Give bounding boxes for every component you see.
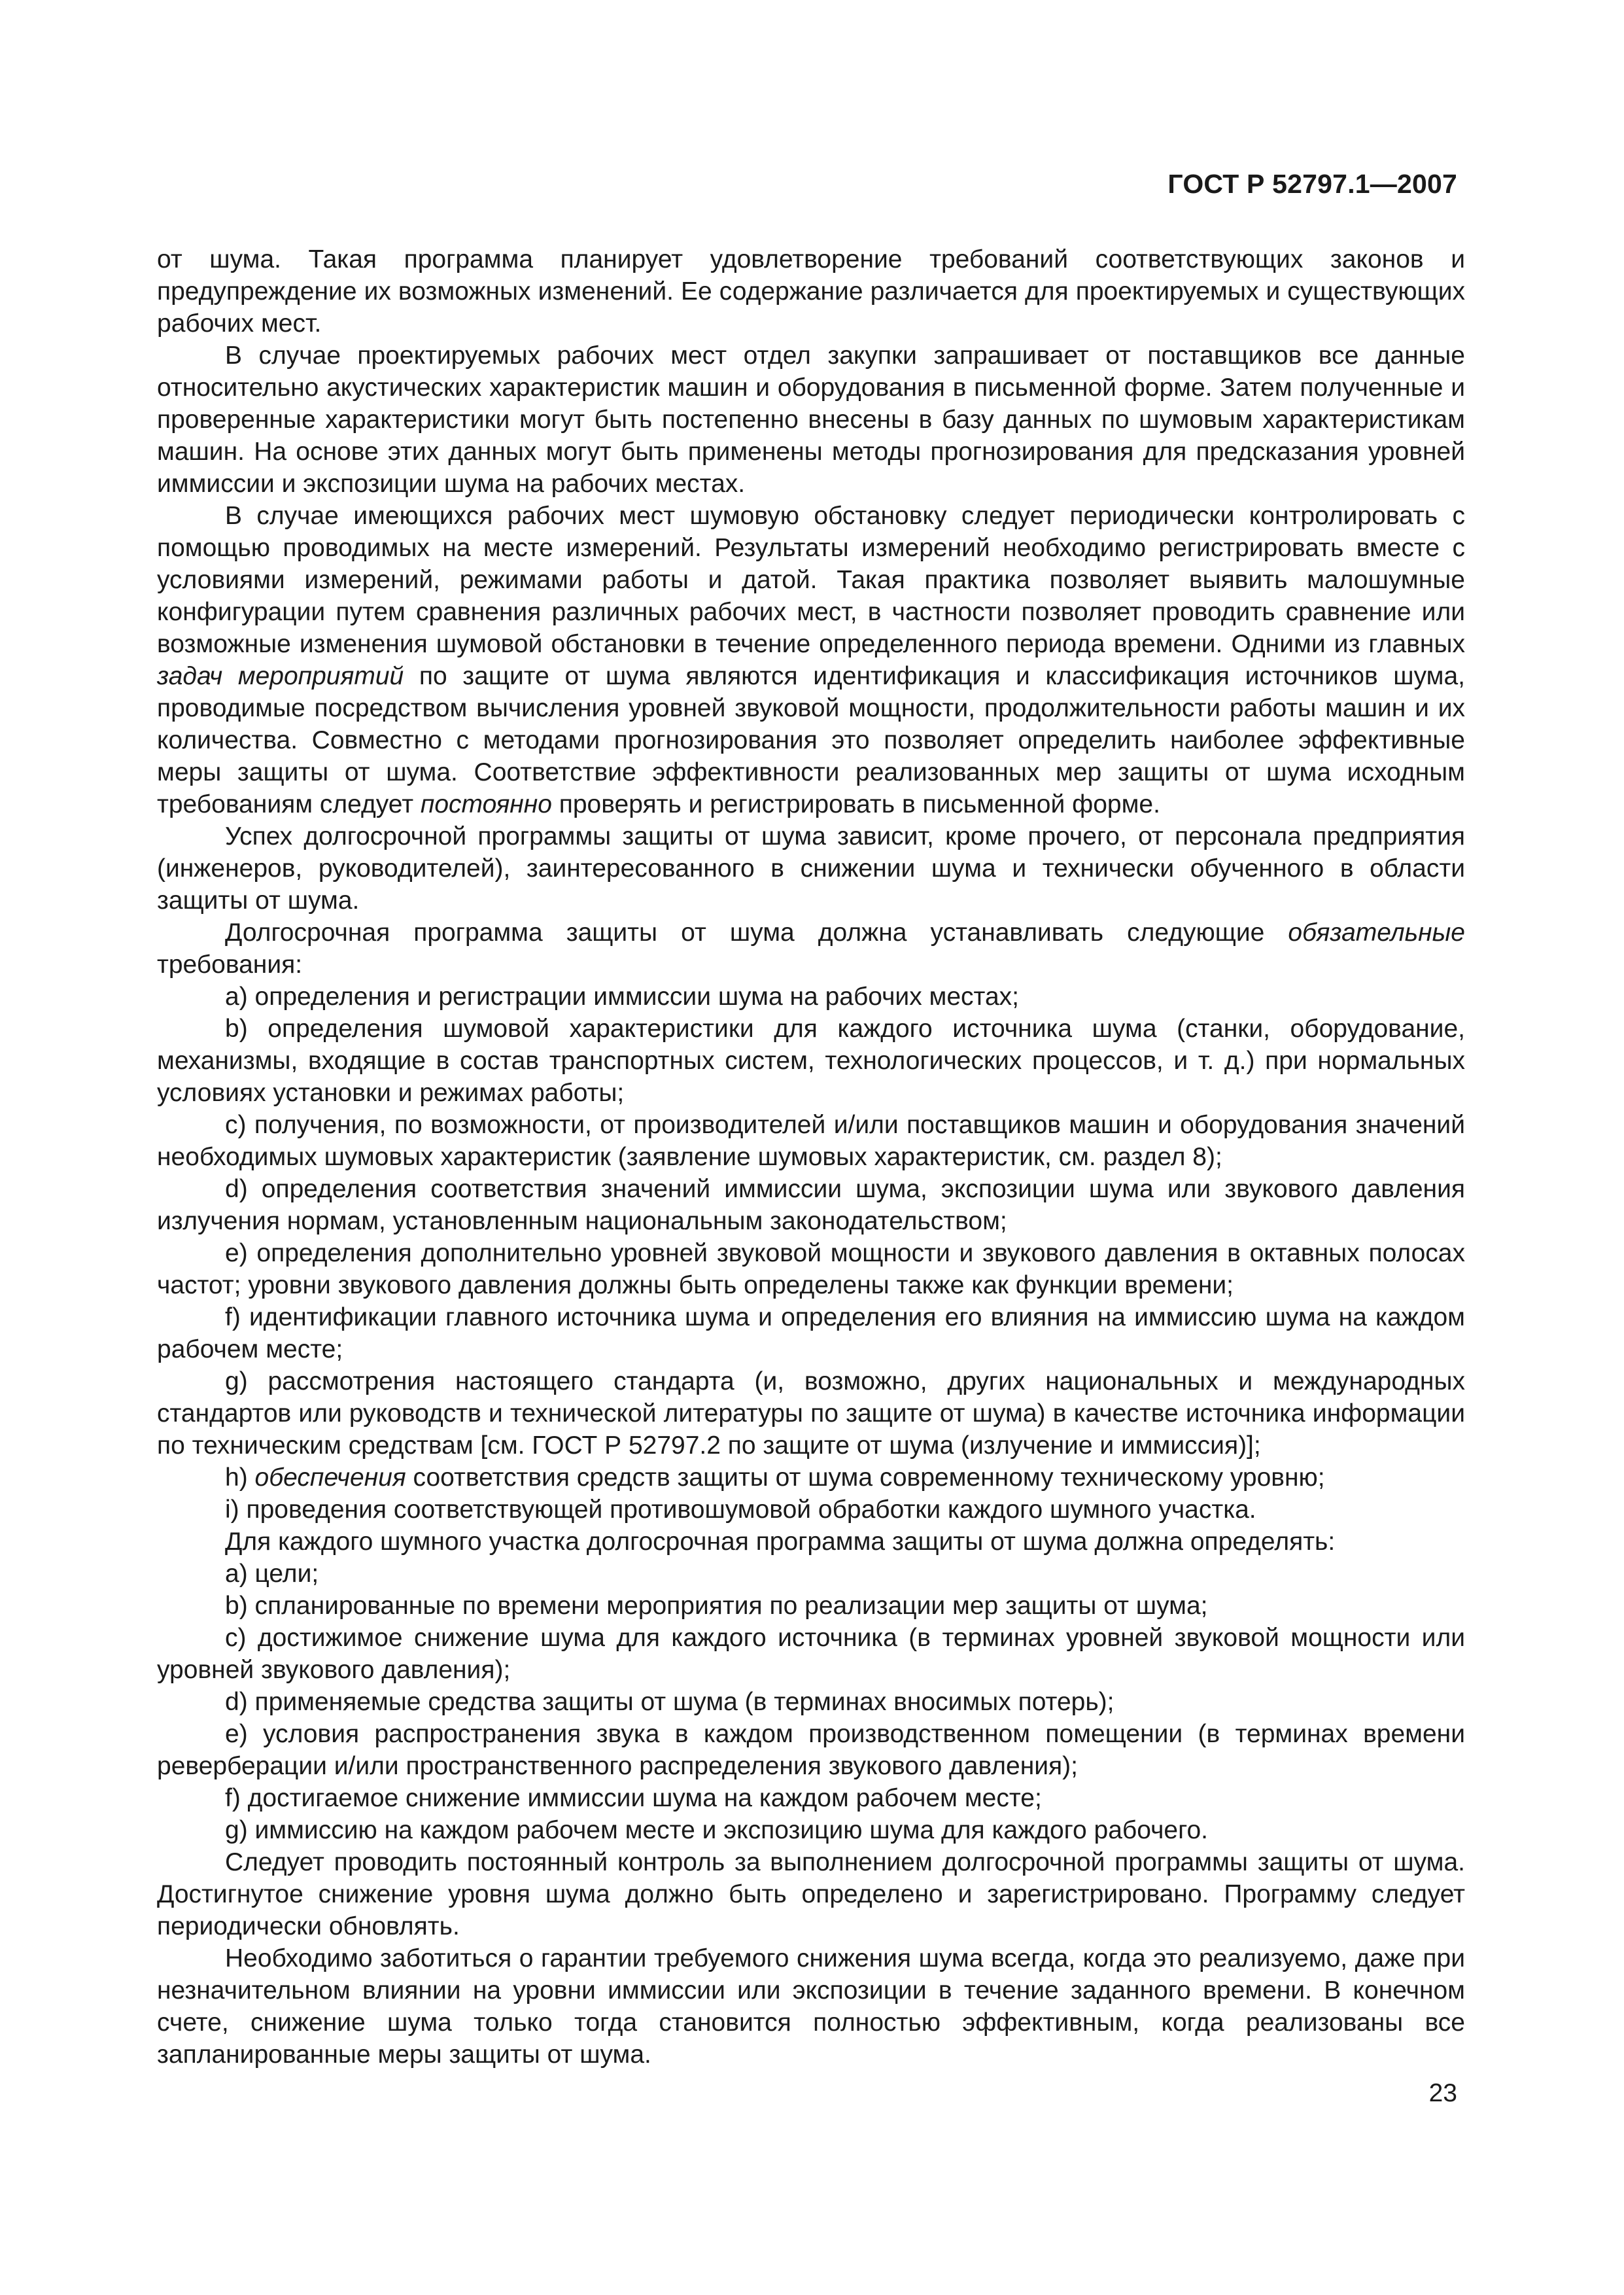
emphasized-text: задач мероприятий (157, 662, 404, 690)
paragraph-text: Для каждого шумного участка долгосрочная программа защиты от шума должна определять: (225, 1528, 1336, 1556)
document-header-standard-number: ГОСТ Р 52797.1—2007 (1167, 169, 1457, 199)
page-number: 23 (1428, 2079, 1457, 2107)
paragraph-text: Следует проводить постоянный контроль за выполнением долгосрочной программы защиты от шума. Достигнутое снижение уровня шума должно быть определено и зарегистрировано. Программу следует периодически обновлять. (157, 1848, 1465, 1940)
paragraph (157, 1494, 1465, 1526)
paragraph-text: от шума. Такая программа планирует удовлетворение требований соответствующих законов и предупреждение их возможных изменений. Ее содержание различается для проектируемых и существующих рабочих мест. (157, 245, 1465, 338)
paragraph (157, 1365, 1465, 1462)
document-body (157, 243, 1465, 2071)
paragraph-text: b) спланированные по времени мероприятия по реализации мер защиты от шума; (225, 1592, 1208, 1620)
paragraph-text: требования: (157, 951, 303, 979)
paragraph (157, 500, 1465, 820)
paragraph-text: g) иммиссию на каждом рабочем месте и экспозицию шума для каждого рабочего. (225, 1816, 1209, 1844)
paragraph-text: Долгосрочная программа защиты от шума должна устанавливать следующие (225, 919, 1288, 947)
paragraph-text: g) рассмотрения настоящего стандарта (и, возможно, других национальных и международных стандартов или руководств и технической литературы по защите от шума) в качестве источника информации по техническим средствам [см. ГОСТ Р 52797.2 по защите от шума (излучение и иммиссия)]; (157, 1367, 1465, 1460)
paragraph-text: В случае имеющихся рабочих мест шумовую обстановку следует периодически контролировать с помощью проводимых на месте измерений. Результаты измерений необходимо регистрировать вместе с условиями измерений, режимами работы и датой. Такая практика позволяет выявить малошумные конфигурации путем сравнения различных рабочих мест, в частности позволяет проводить сравнение или возможные изменения шумовой обстановки в течение определенного периода времени. Одними из главных (157, 502, 1465, 658)
emphasized-text: постоянно (420, 790, 552, 818)
paragraph (157, 1237, 1465, 1301)
paragraph (157, 917, 1465, 981)
paragraph-text: В случае проектируемых рабочих мест отдел закупки запрашивает от поставщиков все данные относительно акустических характеристик машин и оборудования в письменной форме. Затем полученные и проверенные характеристики могут быть постепенно внесены в базу данных по шумовым характеристикам машин. На основе этих данных могут быть применены методы прогнозирования для предсказания уровней иммиссии и экспозиции шума на рабочих местах. (157, 342, 1465, 498)
paragraph (157, 1173, 1465, 1237)
paragraph-text: a) цели; (225, 1560, 319, 1588)
paragraph (157, 1462, 1465, 1494)
paragraph-text: соответствия средств защиты от шума современному техническому уровню; (406, 1463, 1325, 1492)
paragraph (157, 1013, 1465, 1109)
paragraph (157, 1782, 1465, 1814)
paragraph (157, 340, 1465, 500)
paragraph-text: Необходимо заботиться о гарантии требуемого снижения шума всегда, когда это реализуемо, даже при незначительном влиянии на уровни иммиссии или экспозиции в течение заданного времени. В конечном счете, снижение шума только тогда становится полностью эффективным, когда реализованы все запланированные меры защиты от шума. (157, 1944, 1465, 2069)
paragraph-text: d) применяемые средства защиты от шума (в терминах вносимых потерь); (225, 1688, 1114, 1716)
paragraph-text: a) определения и регистрации иммиссии шума на рабочих местах; (225, 983, 1020, 1011)
paragraph-text: c) получения, по возможности, от производителей и/или поставщиков машин и оборудования значений необходимых шумовых характеристик (заявление шумовых характеристик, см. раздел 8); (157, 1111, 1465, 1171)
paragraph-text: Успех долгосрочной программы защиты от шума зависит, кроме прочего, от персонала предприятия (инженеров, руководителей), заинтересованного в снижении шума и технически обученного в области защиты от шума. (157, 822, 1465, 915)
paragraph (157, 1718, 1465, 1782)
paragraph (157, 1526, 1465, 1558)
emphasized-text: обеспечения (254, 1463, 406, 1492)
paragraph (157, 1686, 1465, 1718)
paragraph-text: f) идентификации главного источника шума и определения его влияния на иммиссию шума на каждом рабочем месте; (157, 1303, 1465, 1363)
paragraph (157, 1558, 1465, 1590)
paragraph (157, 1590, 1465, 1622)
emphasized-text: обязательные (1288, 919, 1465, 947)
paragraph-text: проверять и регистрировать в письменной форме. (551, 790, 1160, 818)
paragraph (157, 1814, 1465, 1846)
paragraph-text: d) определения соответствия значений иммиссии шума, экспозиции шума или звукового давления излучения нормам, установленным национальным законодательством; (157, 1175, 1465, 1235)
paragraph-text: b) определения шумовой характеристики для каждого источника шума (станки, оборудование, механизмы, входящие в состав транспортных систем, технологических процессов, и т. д.) при нормальных условиях установки и режимах работы; (157, 1015, 1465, 1107)
paragraph (157, 1622, 1465, 1686)
paragraph (157, 1301, 1465, 1365)
paragraph (157, 1109, 1465, 1173)
paragraph-text: e) условия распространения звука в каждом производственном помещении (в терминах времени реверберации и/или пространственного распределения звукового давления); (157, 1720, 1465, 1780)
paragraph-text: e) определения дополнительно уровней звуковой мощности и звукового давления в октавных полосах частот; уровни звукового давления должны быть определены также как функции времени; (157, 1239, 1465, 1299)
paragraph (157, 1942, 1465, 2071)
paragraph-text: f) достигаемое снижение иммиссии шума на каждом рабочем месте; (225, 1784, 1042, 1812)
paragraph (157, 243, 1465, 340)
paragraph (157, 1846, 1465, 1942)
paragraph-text: h) (225, 1463, 255, 1492)
paragraph-text: c) достижимое снижение шума для каждого источника (в терминах уровней звуковой мощности или уровней звукового давления); (157, 1624, 1465, 1684)
paragraph-text: по защите от шума являются идентификация и классификация источников шума, проводимые посредством вычисления уровней звуковой мощности, продолжительности работы машин и их количества. Совместно с методами прогнозирования это позволяет определить наиболее эффективные меры защиты от шума. Соответствие эффективности реализованных мер защиты от шума исходным требованиям следует (157, 662, 1465, 818)
paragraph-text: i) проведения соответствующей противошумовой обработки каждого шумного участка. (225, 1496, 1256, 1524)
paragraph (157, 820, 1465, 917)
paragraph (157, 981, 1465, 1013)
